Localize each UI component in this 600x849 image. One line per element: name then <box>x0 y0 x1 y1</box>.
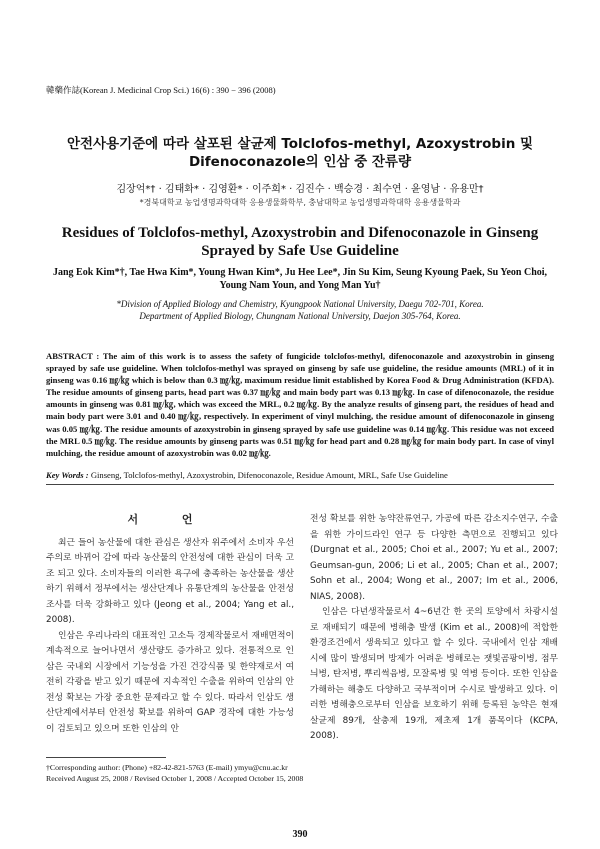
journal-citation: 韓藥作誌(Korean J. Medicinal Crop Sci.) 16(6) : 390 − 396 (2008) <box>46 85 276 95</box>
english-authors: Jang Eok Kim*†, Tae Hwa Kim*, Young Hwan Kim*, Ju Hee Lee*, Jin Su Kim, Seung Kyoung Paek, Su Yeon Choi, Young Nam Youn, and Yong Man Yu† <box>52 267 548 291</box>
korean-title: 안전사용기준에 따라 살포된 살균제 Tolclofos-methyl, Azoxystrobin 및 Difenoconazole의 인삼 중 잔류량 <box>66 136 534 170</box>
paragraph: 인삼은 우리나라의 대표적인 고소득 경제작물로서 재배면적이 계속적으로 늘어나면서 생산량도 증가하고 있다. 전통적으로 인삼은 국내외 시장에서 기능성을 가진 건강식품 및 한약재로서 여전히 각광을 받고 있기 때문에 지속적인 수출을 위하여 인삼의 안전성 확보는 가장 중요한 문제라고 할 수 있다. 따라서 인삼도 생산단계에서부터 안전성 확보를 위하여 GAP 경작에 대한 가능성이 검토되고 있으며 또한 인삼의 안 <box>46 630 294 734</box>
keywords-list: Ginseng, Tolclofos-methyl, Azoxystrobin, Difenoconazole, Residue Amount, MRL, Safe Use Guideline <box>90 470 448 480</box>
page-number: 390 <box>292 829 308 840</box>
divider <box>46 484 554 485</box>
english-affiliation <box>40 298 560 322</box>
paragraph: 인삼은 다년생작물로서 4~6년간 한 곳의 토양에서 차광시설로 재배되기 때문에 병해충 발생 (Kim et al., 2008)에 적합한 환경조건에서 생육되고 있다고 할 수 있다. 국내에서 인삼 재배 시에 많이 발생되며 방제가 어려운 병해로는 잿빛곰팡이병, 점무늬병, 탄저병, 뿌리썩음병, 모잘록병 및 역병 등이다. 또한 인삼을 가해하는 해충도 다양하고 국부적이며 수시로 발생하고 있다. 이러한 병해충으로부터 인삼을 보호하기 위해 등록된 농약은 현재 살균제 89개, 살충제 19개, 제초제 1개 품목이다 (KCPA, 2008). <box>310 607 558 741</box>
left-column <box>46 506 294 737</box>
received-dates: Received August 25, 2008 / Revised October 1, 2008 / Accepted October 15, 2008 <box>46 774 304 783</box>
footnote-rule <box>46 757 166 758</box>
affiliation-line-1: *Division of Applied Biology and Chemistry, Kyungpook National University, Daegu 702-701, Korea. <box>116 299 484 309</box>
right-column <box>310 512 558 745</box>
paragraph: 최근 들어 농산물에 대한 관심은 생산자 위주에서 소비자 우선주의로 바뀌어 감에 따라 농산물의 안전성에 대한 관심이 더욱 고조 되고 있다. 소비자들의 이러한 욕구에 충족하는 농산물을 생산하기 위해서 정부에서는 생산단계나 유통단계의 농산물을 안전성 조사를 더욱 강화하고 있다 (Jeong et al., 2004; Yang et al., 2008). <box>46 537 294 625</box>
paragraph: 전성 확보를 위한 농약잔류연구, 가공에 따른 감소지수연구, 수출을 위한 가이드라인 연구 등 다양한 측면으로 진행되고 있다 (Durgnat et al., 2005; Choi et al., 2007; Yu et al., 2007; Geumsan-gun, 2006; Li et al., 2005; Chan et al., 2007; Sohn et al., 2004; Wong et al., 2007; Im et al., 2006, NIAS, 2008). <box>310 514 558 602</box>
korean-affiliation: *경북대학교 농업생명과학대학 응용생물화학부, 충남대학교 농업생명과학대학 응용생물학과 <box>139 198 461 207</box>
abstract: ABSTRACT : The aim of this work is to assess the safety of fungicide tolclofos-methyl, difenoconazole and azoxystrobin in ginseng sprayed by safe use guideline. When tolclofos-methyl was sprayed on ginseng by safe use guideline, the residue amounts (MRL) of it in ginseng was 0.16 ㎎/㎏ which is below than 0.3 ㎎/㎏, maximum residue limit established by Korea Food & Drug Administration (KFDA). The residue amounts of ginseng parts, head part was 0.37 ㎎/㎏ and main body part was 0.13 ㎎/㎏. In case of difenoconazole, the residue amounts in ginseng was 0.81 ㎎/㎏, which was exceed the MRL, 0.2 ㎎/㎏. By the analyze results of ginseng part, the residues of head and main body part were 3.01 and 0.40 ㎎/㎏, respectively. In experiment of vinyl mulching, the residue amount of difenoconazole in ginseng was 0.05 ㎎/㎏. The residue amounts of azoxystrobin in ginseng sprayed by safe use guideline was 0.14 ㎎/㎏. This residue was not exceed the MRL 0.5 ㎎/㎏. The residue amounts by ginseng parts was 0.51 ㎎/㎏ for head part and 0.28 ㎎/㎏ for main body part. In case of vinyl mulching, the residue amount of azoxystrobin was 0.02 ㎎/㎏. <box>46 351 554 458</box>
footnote <box>46 762 303 784</box>
section-heading: 서 언 <box>127 513 213 526</box>
keywords <box>46 470 554 480</box>
corresponding-author: †Corresponding author: (Phone) +82-42-821-5763 (E-mail) ymyu@cnu.ac.kr <box>46 763 288 772</box>
affiliation-line-2: Department of Applied Biology, Chungnam National University, Daejon 305-764, Korea. <box>139 311 461 321</box>
korean-authors: 김장억*† · 김태화* · 김영환* · 이주희* · 김진수 · 백승경 · 최수연 · 윤영남 · 유용만† <box>116 184 484 195</box>
english-title: Residues of Tolclofos-methyl, Azoxystrobin and Difenoconazole in Ginseng Sprayed by Safe Use Guideline <box>61 225 539 259</box>
keywords-label: Key Words : <box>46 470 89 480</box>
